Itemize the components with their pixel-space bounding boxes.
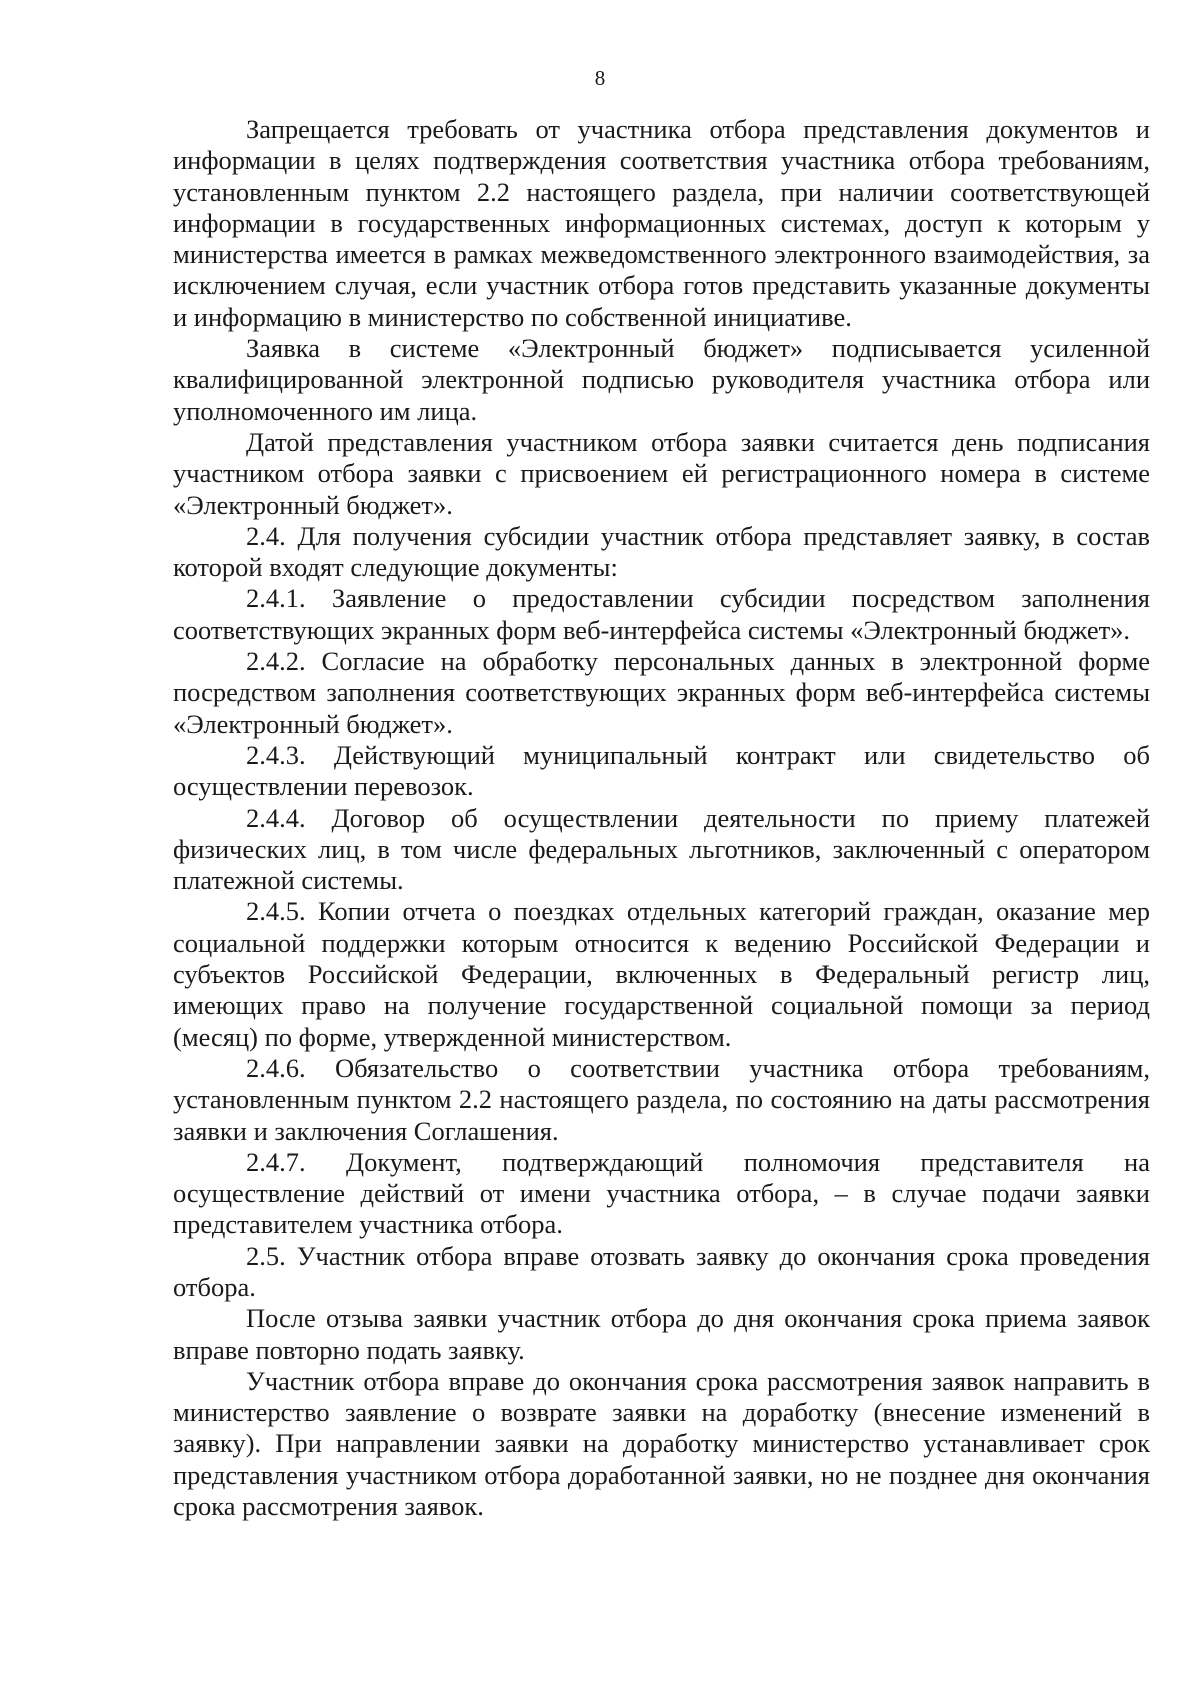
paragraph-submission-date: Датой представления участником отбора заявки считается день подписания участником отбора заявки с присвоением ей регистрационного номера в системе «Электронный бюджет». bbox=[173, 426, 1150, 520]
paragraph-revision: Участник отбора вправе до окончания срока рассмотрения заявок направить в министерство заявление о возврате заявки на доработку (внесение изменений в заявку). При направлении заявки на доработку министерство устанавливает срок представления участником отбора доработанной заявки, но не позднее дня окончания срока рассмотрения заявок. bbox=[173, 1365, 1150, 1522]
paragraph-2-4-5: 2.4.5. Копии отчета о поездках отдельных категорий граждан, оказание мер социальной поддержки которым относится к ведению Российской Федерации и субъектов Российской Федерации, включенных в Федеральный регистр лиц, имеющих право на получение государственной социальной помощи за период (месяц) по форме, утвержденной министерством. bbox=[173, 896, 1150, 1052]
paragraph-prohibition: Запрещается требовать от участника отбора представления документов и информации в целях подтверждения соответствия участника отбора требованиям, установленным пунктом 2.2 настоящего раздела, при наличии соответствующей информации в государственных информационных системах, доступ к которым у министерства имеется в рамках межведомственного электронного взаимодействия, за исключением случая, если участник отбора готов представить указанные документы и информацию в министерство по собственной инициативе. bbox=[173, 114, 1150, 332]
paragraph-2-4-4: 2.4.4. Договор об осуществлении деятельности по приему платежей физических лиц, в том числе федеральных льготников, заключенный с оператором платежной системы. bbox=[173, 802, 1150, 896]
paragraph-2-5: 2.5. Участник отбора вправе отозвать заявку до окончания срока проведения отбора. bbox=[173, 1240, 1150, 1302]
document-body bbox=[173, 114, 1150, 1522]
paragraph-2-4: 2.4. Для получения субсидии участник отбора представляет заявку, в состав которой входят следующие документы: bbox=[173, 520, 1150, 583]
page-number: 8 bbox=[594, 66, 606, 90]
paragraph-2-4-1: 2.4.1. Заявление о предоставлении субсидии посредством заполнения соответствующих экранных форм веб-интерфейса системы «Электронный бюджет». bbox=[173, 583, 1150, 645]
paragraph-2-4-6: 2.4.6. Обязательство о соответствии участника отбора требованиям, установленным пунктом 2.2 настоящего раздела, по состоянию на даты рассмотрения заявки и заключения Соглашения. bbox=[173, 1052, 1150, 1146]
paragraph-signature: Заявка в системе «Электронный бюджет» подписывается усиленной квалифицированной электронной подписью руководителя участника отбора или уполномоченного им лица. bbox=[173, 333, 1150, 426]
paragraph-2-4-2: 2.4.2. Согласие на обработку персональных данных в электронной форме посредством заполнения соответствующих экранных форм веб-интерфейса системы «Электронный бюджет». bbox=[173, 646, 1150, 739]
paragraph-2-4-3: 2.4.3. Действующий муниципальный контракт или свидетельство об осуществлении перевозок. bbox=[173, 739, 1150, 802]
paragraph-2-4-7: 2.4.7. Документ, подтверждающий полномочия представителя на осуществление действий от имени участника отбора, – в случае подачи заявки представителем участника отбора. bbox=[173, 1146, 1150, 1240]
paragraph-resubmission: После отзыва заявки участник отбора до дня окончания срока приема заявок вправе повторно подать заявку. bbox=[173, 1303, 1150, 1365]
